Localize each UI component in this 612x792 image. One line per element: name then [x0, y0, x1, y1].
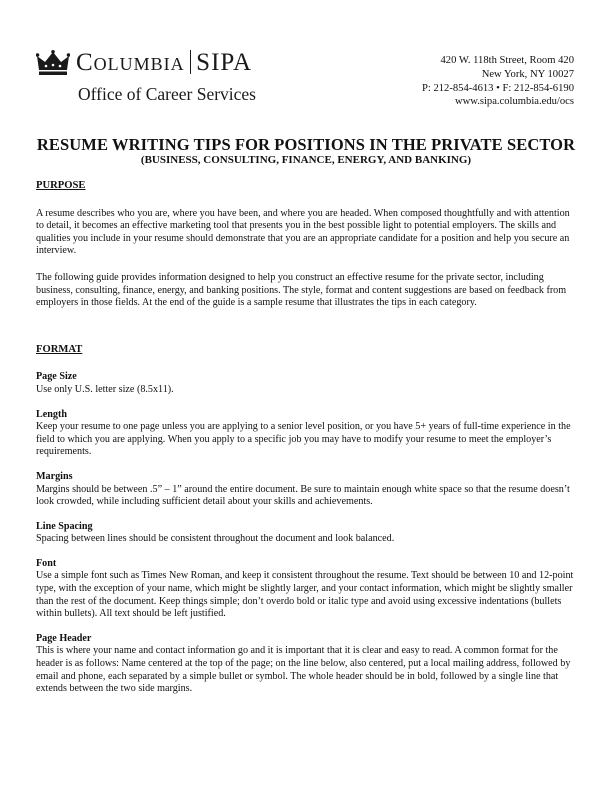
- format-item-text: Margins should be between .5” – 1” around the entire document. Be sure to maintain enough white space so that the resume doesn’t look crowded, while including sufficient detail about your skills and achievements.: [36, 483, 570, 508]
- purpose-paragraph-1: A resume describes who you are, where you have been, and where you are headed. When composed thoughtfully and with attention to detail, it becomes an effective marketing tool that presents you in the best possible light to potential employers. The skills and qualities you include in your resume should demonstrate that you are an appropriate candidate for a position and help you secure an interview.: [36, 207, 570, 257]
- format-item-title: Line Spacing: [36, 520, 93, 532]
- format-item-title: Length: [36, 408, 67, 420]
- columbia-sipa-logo: [36, 40, 296, 110]
- address-street: 420 W. 118th Street, Room 420: [440, 55, 574, 66]
- format-item-title: Page Header: [36, 632, 92, 644]
- crown-icon: [36, 50, 70, 76]
- wordmark-columbia: Columbia: [76, 49, 185, 76]
- wordmark-divider: [190, 50, 192, 74]
- purpose-paragraph-2: The following guide provides information designed to help you construct an effective resume for the private sector, including business, consulting, finance, energy, and banking positions. The style, format and content suggestions are based on feedback from employers in those fields. At the end of the guide is a sample resume that illustrates the tips in each category.: [36, 271, 567, 309]
- address-website[interactable]: www.sipa.columbia.edu/ocs: [454, 96, 574, 108]
- format-item-text: This is where your name and contact information go and it is important that it is clear and easy to read. A common format for the header is as follows: Name centered at the top of the page; on the line below, also centered, put a local mailing address, followed by email and phone, each separated by a simple bullet or symbol. The whole header should be in bold, followed by a single line that extends between the two side margins.: [36, 645, 571, 695]
- wordmark-sipa: SIPA: [196, 49, 253, 76]
- address-phone-fax: P: 212-854-4613 • F: 212-854-6190: [421, 82, 574, 94]
- format-item-text: Use only U.S. letter size (8.5x11).: [36, 383, 174, 395]
- office-name: Office of Career Services: [78, 84, 256, 104]
- page-title: RESUME WRITING TIPS FOR POSITIONS IN THE PRIVATE SECTOR: [36, 135, 576, 154]
- format-item-page-size: [36, 371, 576, 396]
- logo-wordmark: [76, 50, 252, 76]
- format-item-length: [36, 409, 576, 459]
- purpose-heading: PURPOSE: [36, 180, 86, 191]
- format-item-title: Font: [36, 557, 57, 569]
- format-item-text: Spacing between lines should be consistent throughout the document and look balanced.: [36, 533, 395, 545]
- format-item-margins: [36, 471, 576, 509]
- format-item-text: Keep your resume to one page unless you are applying to a senior level position, or you have 5+ years of full-time experience in the field to which you are applying. When you apply to a specific job you may have to modify your resume to meet the employer’s requirements.: [36, 421, 571, 458]
- format-heading: FORMAT: [36, 343, 83, 355]
- format-item-title: Page Size: [36, 371, 77, 383]
- page-subtitle: (BUSINESS, CONSULTING, FINANCE, ENERGY, AND BANKING): [140, 154, 472, 166]
- document-body: [36, 180, 576, 708]
- address-city: New York, NY 10027: [481, 68, 574, 80]
- format-item-title: Margins: [36, 470, 73, 482]
- contact-address: [422, 54, 574, 109]
- format-item-line-spacing: [36, 521, 576, 546]
- format-item-text: Use a simple font such as Times New Roman, and keep it consistent throughout the resume. Text should be between 10 and 12-point type, with the exception of your name, which might be slightly larger, and your contact information, which might be slightly smaller than the rest of the document. Keep things simple; don’t overdo bold or italic type and avoid using excessive indentations (bullets within bullets). All text should be left justified.: [36, 570, 574, 620]
- format-item-page-header: [36, 633, 576, 696]
- format-item-font: [36, 558, 576, 621]
